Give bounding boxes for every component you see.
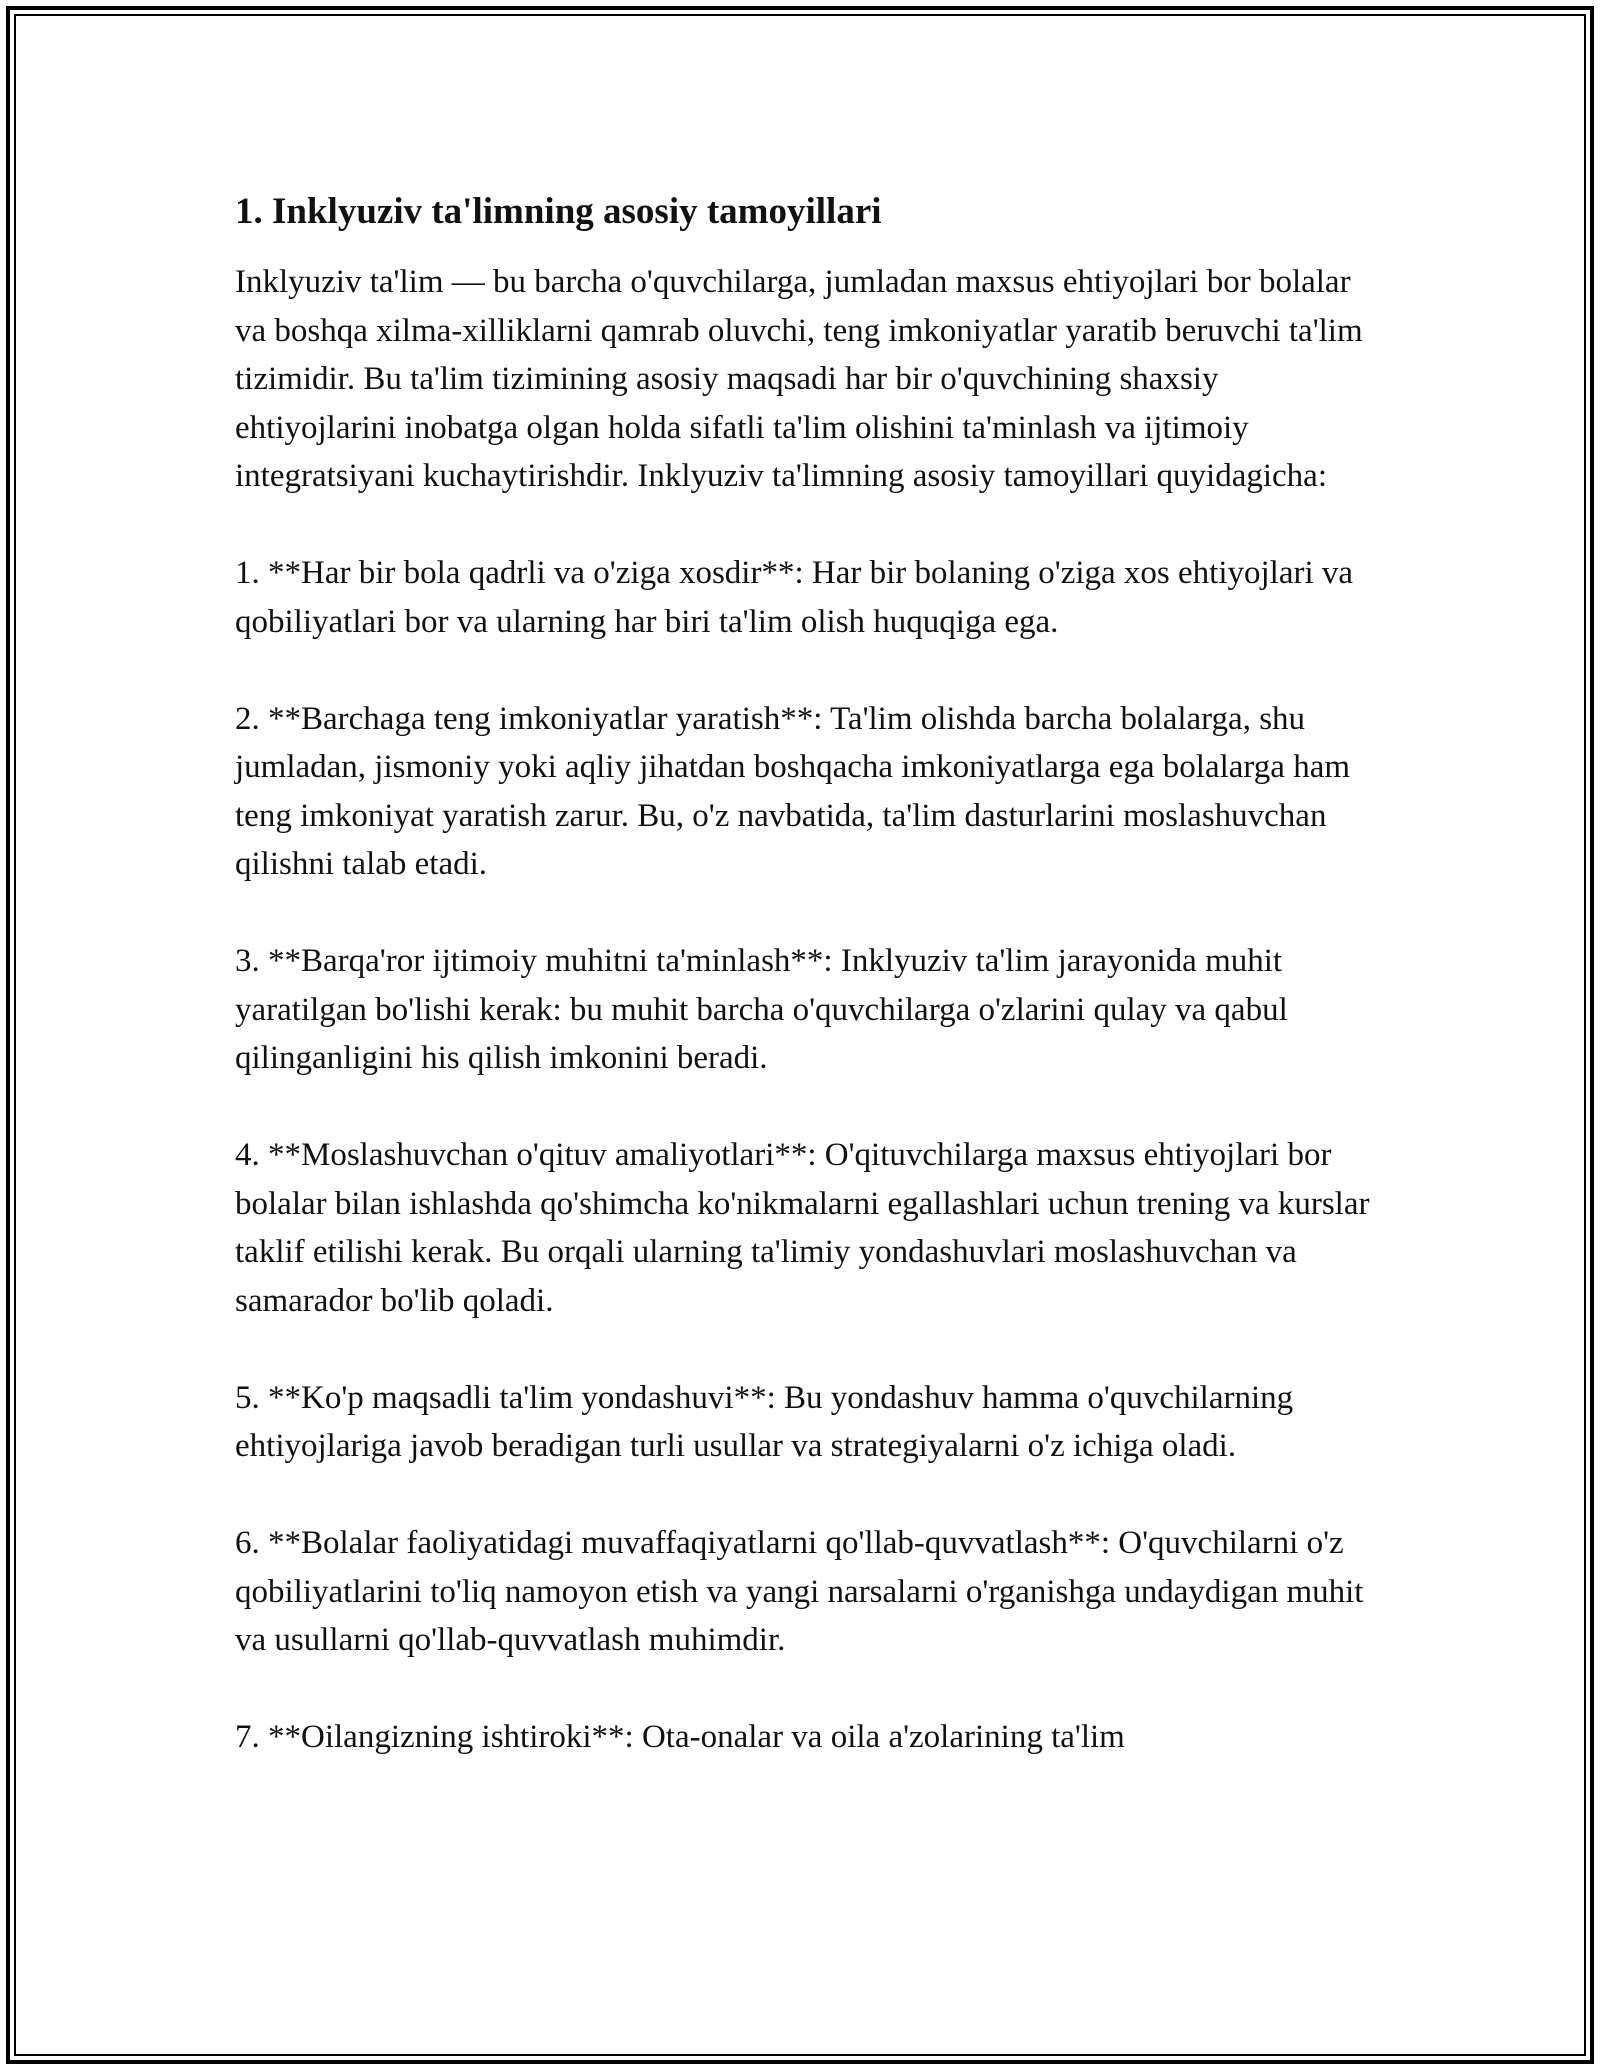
document-body bbox=[235, 188, 1385, 1810]
principle-7-paragraph: 7. **Oilangizning ishtiroki**: Ota-onalar va oila a'zolarining ta'lim bbox=[235, 1719, 1125, 1755]
principle-5-paragraph: 5. **Ko'p maqsadli ta'lim yondashuvi**: Bu yondashuv hamma o'quvchilarning ehtiyojlariga javob beradigan turli usullar va strategiyalarni o'z ichiga oladi. bbox=[235, 1379, 1294, 1464]
intro-paragraph: Inklyuziv ta'lim — bu barcha o'quvchilarga, jumladan maxsus ehtiyojlari bor bolalar va boshqa xilma-xilliklarni qamrab oluvchi, teng imkoniyatlar yaratib beruvchi ta'lim tizimidir. Bu ta'lim tizimining asosiy maqsadi har bir o'quvchining shaxsiy ehtiyojlarini inobatga olgan holda sifatli ta'lim olishini ta'minlash va ijtimoiy integratsiyani kuchaytirishdir. Inklyuziv ta'limning asosiy tamoyillari quyidagicha: bbox=[235, 264, 1363, 494]
principle-3-paragraph: 3. **Barqa'ror ijtimoiy muhitni ta'minlash**: Inklyuziv ta'lim jarayonida muhit yaratilgan bo'lishi kerak: bu muhit barcha o'quvchilarga o'zlarini qulay va qabul qilinganligini his qilish imkonini beradi. bbox=[235, 943, 1288, 1076]
principle-1-paragraph: 1. **Har bir bola qadrli va o'ziga xosdir**: Har bir bolaning o'ziga xos ehtiyojlari va qobiliyatlari bor va ularning har biri ta'lim olish huquqiga ega. bbox=[235, 555, 1354, 640]
section-heading: 1. Inklyuziv ta'limning asosiy tamoyillari bbox=[235, 191, 882, 232]
principle-2-paragraph: 2. **Barchaga teng imkoniyatlar yaratish**: Ta'lim olishda barcha bolalarga, shu jumladan, jismoniy yoki aqliy jihatdan boshqacha imkoniyatlarga ega bolalarga ham teng imkoniyat yaratish zarur. Bu, o'z navbatida, ta'lim dasturlarini moslashuvchan qilishni talab etadi. bbox=[235, 700, 1351, 882]
principle-6-paragraph: 6. **Bolalar faoliyatidagi muvaffaqiyatlarni qo'llab-quvvatlash**: O'quvchilarni o'z qobiliyatlarini to'liq namoyon etish va yangi narsalarni o'rganishga undaydigan muhit va usullarni qo'llab-quvvatlash muhimdir. bbox=[235, 1525, 1364, 1658]
principle-4-paragraph: 4. **Moslashuvchan o'qituv amaliyotlari**: O'qituvchilarga maxsus ehtiyojlari bor bolalar bilan ishlashda qo'shimcha ko'nikmalarni egallashlari uchun trening va kurslar taklif etilishi kerak. Bu orqali ularning ta'limiy yondashuvlari moslashuvchan va samarador bo'lib qoladi. bbox=[235, 1137, 1370, 1319]
